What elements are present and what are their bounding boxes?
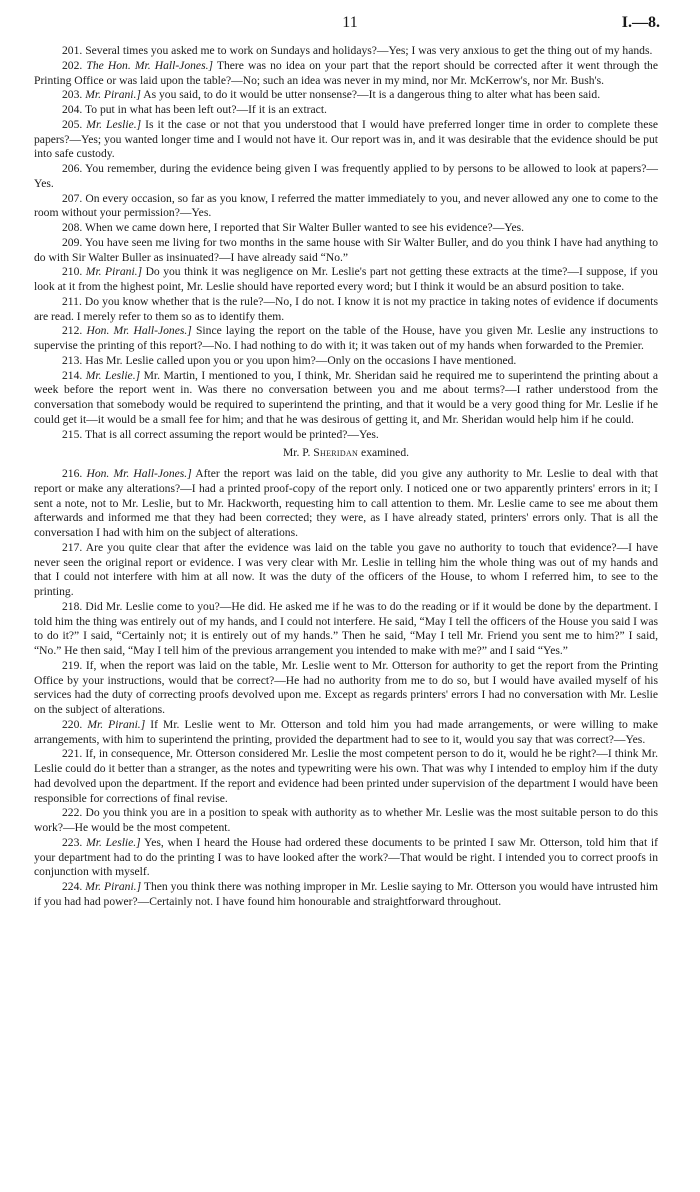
question-text: Then you think there was nothing improper in Mr. Leslie saying to Mr. Otterson you would have intrusted him if you had had power?—Certainly not. I have found him honourable and straightforward throughout. bbox=[34, 880, 658, 908]
question-number: 206. bbox=[62, 162, 83, 175]
question-text: If Mr. Leslie went to Mr. Otterson and told him you had made arrangements, or were willing to make arrangements, with him to superintend the printing, provided the department had to see to it, would you say that was correct?—Yes. bbox=[34, 717, 658, 746]
question-number: 213. bbox=[62, 353, 83, 367]
question-text: You remember, during the evidence being given I was frequently applied to by persons to be allowed to look at papers?—Yes. bbox=[34, 162, 658, 190]
speaker-name: Hon. Mr. Hall-Jones.] bbox=[86, 467, 192, 480]
question-number: 224. bbox=[62, 880, 83, 893]
question-paragraph bbox=[34, 718, 658, 748]
question-number: 222. bbox=[62, 806, 83, 820]
question-paragraph bbox=[34, 659, 658, 718]
question-paragraph bbox=[34, 836, 658, 880]
question-paragraph bbox=[34, 541, 658, 600]
question-paragraph bbox=[34, 44, 658, 59]
question-paragraph bbox=[34, 221, 658, 236]
question-paragraph bbox=[34, 103, 658, 118]
question-text: There was no idea on your part that the report should be corrected after it went through the Printing Office or was laid upon the table?—No; such an idea was never in my mind, nor Mr. McKerrow's, nor Mr. Bush's. bbox=[34, 58, 658, 87]
question-text: Are you quite clear that after the evidence was laid on the table you gave no authority to touch that evidence?—I have never seen the original report or evidence. I was very clear with Mr. Leslie in telling him the whole thing was out of my hands and that I could not interfere with him at all now. It was the duty of the officers of the House, to whom I referred him, to see to the printing. bbox=[34, 540, 658, 598]
heading-name: Sheridan bbox=[313, 446, 359, 460]
question-number: 211. bbox=[62, 294, 82, 308]
speaker-name: The Hon. Mr. Hall-Jones.] bbox=[86, 58, 213, 72]
question-text: If, in consequence, Mr. Otterson considered Mr. Leslie the most competent person to do it, would he be right?—I think Mr. Leslie could do it better than a stranger, as the notes and typewriting were his own. That was why I intended to employ him if the duty had devolved upon the department. If the report and evidence had been printed under supervision of the department I would have been responsible for corrections of final revise. bbox=[34, 747, 658, 805]
questions-sheridan bbox=[34, 467, 658, 910]
question-paragraph bbox=[34, 428, 658, 443]
speaker-name: Mr. Leslie.] bbox=[86, 835, 141, 849]
section-heading bbox=[34, 446, 658, 461]
speaker-name: Hon. Mr. Hall-Jones.] bbox=[86, 324, 192, 338]
question-text: Do you think it was negligence on Mr. Leslie's part not getting these extracts at the time?—I suppose, if you look at it from the highest point, Mr. Leslie should have reported every word; but I think it would be an absurd position to take. bbox=[34, 265, 658, 293]
question-text: When we came down here, I reported that Sir Walter Buller wanted to see his evidence?—Yes. bbox=[85, 221, 525, 234]
question-paragraph bbox=[34, 162, 658, 192]
question-text: Yes, when I heard the House had ordered these documents to be printed I saw Mr. Otterson, told him that if your department had to do the printing I was to have looked after the work?—That would be right. I intended you to correct proofs in conjunction with myself. bbox=[34, 835, 658, 879]
question-paragraph bbox=[34, 354, 658, 369]
question-paragraph bbox=[34, 265, 658, 295]
question-text: Do you think you are in a position to speak with authority as to whether Mr. Leslie was the most suitable person to do this work?—He would be the most competent. bbox=[34, 806, 658, 834]
question-number: 203. bbox=[62, 88, 83, 102]
question-number: 202. bbox=[62, 58, 83, 72]
question-paragraph bbox=[34, 600, 658, 659]
question-text: Since laying the report on the table of the House, have you given Mr. Leslie any instructions to supervise the printing of this report?—No. I had nothing to do with it; it was taken out of my hands when forwarded to the Premier. bbox=[34, 324, 658, 352]
question-paragraph bbox=[34, 295, 658, 325]
question-text: Do you know whether that is the rule?—No, I do not. I know it is not my practice in taking notes of evidence if documents are read. I merely refer to them so as to identify them. bbox=[34, 294, 658, 323]
question-text: Mr. Martin, I mentioned to you, I think, Mr. Sheridan said he required me to superintend the printing about a week before the report went in. Was there no conversation between you and me about terms?—I rather understood from the conversation that somebody would be required to superintend the printing, and that it would be a very good thing for Mr. Leslie if he could get it—it would be a small fee for him; and that he was desirous of getting it, and Mr. Sheridan would help him if he could. bbox=[34, 368, 658, 426]
document-reference: I.—8. bbox=[621, 14, 660, 31]
question-text: Has Mr. Leslie called upon you or you upon him?—Only on the occasions I have mentioned. bbox=[85, 353, 517, 367]
speaker-name: Mr. Pirani.] bbox=[87, 717, 146, 731]
question-paragraph bbox=[34, 747, 658, 806]
question-number: 205. bbox=[62, 117, 83, 131]
question-paragraph bbox=[34, 806, 658, 836]
question-number: 217. bbox=[62, 540, 83, 554]
question-number: 208. bbox=[62, 221, 83, 234]
question-text: Is it the case or not that you understood that I would have preferred longer time in order to complete these papers?—Yes; you wanted longer time and I would not have it. Our report was in, and it was desirable that the evidence should be put into safe custody. bbox=[34, 117, 658, 161]
question-text: On every occasion, so far as you know, I referred the matter immediately to you, and never allowed any one to come to the room without your permission?—Yes. bbox=[34, 191, 658, 220]
question-paragraph bbox=[34, 880, 658, 910]
question-number: 204. bbox=[62, 103, 83, 116]
question-paragraph bbox=[34, 369, 658, 428]
page-number: 11 bbox=[342, 14, 358, 31]
speaker-name: Mr. Leslie.] bbox=[86, 117, 142, 131]
question-text: That is all correct assuming the report would be printed?—Yes. bbox=[85, 427, 379, 441]
speaker-name: Mr. Leslie.] bbox=[85, 368, 141, 382]
speaker-name: Mr. Pirani.] bbox=[85, 880, 142, 893]
question-text: You have seen me living for two months in the same house with Sir Walter Buller, and do you think I have had anything to do with Sir Walter Buller as insinuated?—I have already said “No.” bbox=[34, 235, 659, 264]
question-paragraph bbox=[34, 236, 658, 266]
question-text: To put in what has been left out?—If it is an extract. bbox=[85, 103, 327, 116]
question-paragraph bbox=[34, 59, 658, 89]
question-number: 220. bbox=[62, 717, 83, 731]
question-number: 221. bbox=[62, 747, 83, 761]
speaker-name: Mr. Pirani.] bbox=[85, 265, 143, 279]
question-text: Several times you asked me to work on Sundays and holidays?—Yes; I was very anxious to get the thing out of my hands. bbox=[85, 44, 653, 57]
question-paragraph bbox=[34, 192, 658, 222]
question-number: 215. bbox=[62, 427, 83, 441]
question-text: Did Mr. Leslie come to you?—He did. He asked me if he was to do the reading or if it would be done by the department. I told him the thing was entirely out of my hands, and I could not interfere. He said, “May I tell the officers of the House you said I was to do it?” I said, “Certainly not; it is entirely out of my hands.” Then he said, “May I tell Mr. Friend you sent me to him?” I said, “No.” He then said, “May I tell him of the previous arrangement you intended to make with me?” and I said “Yes.” bbox=[34, 599, 658, 657]
question-number: 210. bbox=[62, 265, 83, 279]
question-paragraph bbox=[34, 324, 658, 354]
speaker-name: Mr. Pirani.] bbox=[85, 88, 141, 102]
question-text: If, when the report was laid on the table, Mr. Leslie went to Mr. Otterson for authority to get the report from the Printing Office by your instructions, would that be correct?—He had no authority from me to do so, but I would have availed myself of his services had the duty of correcting proofs devolved upon me. Except as regards printers' errors I had no conversation with Mr. Leslie on the subject of alterations. bbox=[34, 658, 658, 716]
questions-martin bbox=[34, 44, 658, 442]
question-number: 209. bbox=[62, 235, 83, 249]
heading-prefix: Mr. P. bbox=[282, 446, 311, 460]
question-number: 212. bbox=[62, 324, 83, 338]
question-paragraph bbox=[34, 88, 658, 103]
question-paragraph bbox=[34, 467, 658, 541]
question-paragraph bbox=[34, 118, 658, 162]
question-number: 214. bbox=[62, 368, 83, 382]
question-number: 207. bbox=[62, 191, 83, 205]
question-number: 223. bbox=[62, 835, 83, 849]
heading-suffix: examined. bbox=[361, 446, 410, 460]
page-body bbox=[34, 44, 658, 910]
question-number: 216. bbox=[62, 467, 83, 480]
question-text: As you said, to do it would be utter nonsense?—It is a dangerous thing to alter what has been said. bbox=[143, 88, 601, 102]
question-number: 219. bbox=[62, 658, 83, 672]
question-number: 201. bbox=[62, 44, 83, 57]
question-text: After the report was laid on the table, did you give any authority to Mr. Leslie to deal with that report or make any alterations?—I had a printed proof-copy of the report only. I noticed one or two apparently printers' errors in it; I sent a note, not to Mr. Leslie, but to Mr. Hackworth, requesting him to call attention to them. Mr. Leslie came to see me about them afterwards and informed me that they had been corrected; they were, as I have already stated, printers' errors only. That is all the conversation I had with him on the subject of alterations. bbox=[34, 467, 659, 539]
question-number: 218. bbox=[62, 599, 83, 613]
